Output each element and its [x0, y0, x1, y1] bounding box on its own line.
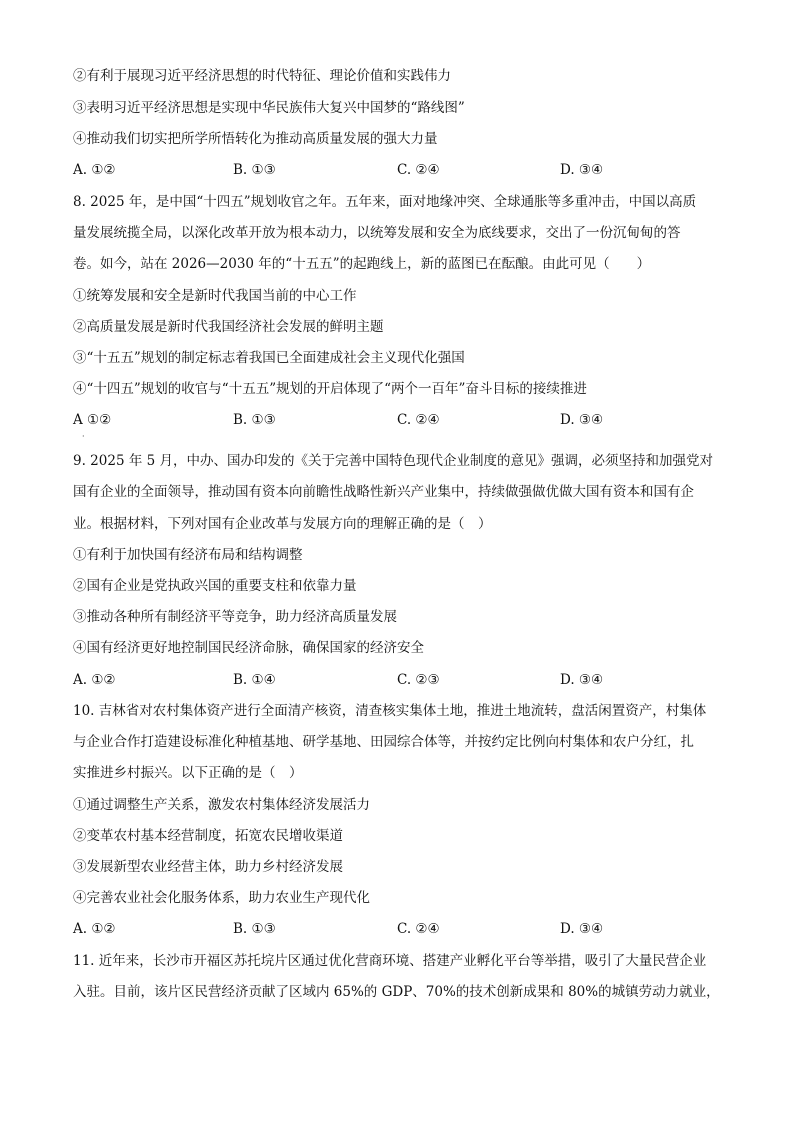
q7-options — [73, 160, 733, 180]
q8-option-c: C. ②④ — [397, 412, 440, 428]
q7-option-d: D. ③④ — [560, 162, 604, 178]
q10-options — [73, 919, 733, 939]
q10-option-d: D. ③④ — [560, 921, 604, 937]
q8-options — [73, 410, 733, 430]
q9-option-a: A. ①② — [73, 672, 116, 688]
q10-option-a: A. ①② — [73, 921, 116, 937]
q9-statement-3: ③推动各种所有制经济平等竞争，助力经济高质量发展 — [73, 609, 397, 625]
q8-statement-2: ②高质量发展是新时代我国经济社会发展的鲜明主题 — [73, 319, 384, 335]
q8-option-d: D. ③④ — [560, 412, 604, 428]
q9-statement-1: ①有利于加快国有经济布局和结构调整 — [73, 547, 303, 563]
q7-statement-4: ④推动我们切实把所学所悟转化为推动高质量发展的强大力量 — [73, 131, 438, 147]
q9-stem-line-3: 业。根据材料，下列对国有企业改革与发展方向的理解正确的是（ ） — [73, 516, 492, 532]
q7-option-c: C. ②④ — [397, 162, 440, 178]
q11-stem-line-1: 11. 近年来，长沙市开福区苏托垸片区通过优化营商环境、搭建产业孵化平台等举措，吸引了大量民营企业 — [73, 953, 707, 969]
q8-statement-3: ③“十五五”规划的制定标志着我国已全面建成社会主义现代化强国 — [73, 350, 465, 366]
q10-statement-1: ①通过调整生产关系，激发农村集体经济发展活力 — [73, 797, 370, 813]
q9-stem-line-2: 国有企业的全面领导，推动国有资本向前瞻性战略性新兴产业集中，持续做强做优做大国有资本和国有企 — [73, 484, 694, 500]
q8-statement-4: ④“十四五”规划的收官与“十五五”规划的开启体现了“两个一百年”奋斗目标的接续推进 — [73, 381, 587, 397]
q7-option-b: B. ①③ — [233, 162, 276, 178]
q9-stem-line-1: 9. 2025 年 5 月，中办、国办印发的《关于完善中国特色现代企业制度的意见》强调，必须坚持和加强党对 — [73, 453, 713, 469]
q7-option-a: A. ①② — [73, 162, 116, 178]
q9-option-c: C. ②③ — [397, 672, 440, 688]
q10-option-b: B. ①③ — [233, 921, 276, 937]
q9-statement-4: ④国有经济更好地控制国民经济命脉，确保国家的经济安全 — [73, 640, 424, 656]
q8-option-b: B. ①③ — [233, 412, 276, 428]
q9-option-d: D. ③④ — [560, 672, 604, 688]
q10-statement-2: ②变革农村基本经营制度，拓宽农民增收渠道 — [73, 828, 343, 844]
q10-statement-3: ③发展新型农业经营主体，助力乡村经济发展 — [73, 859, 343, 875]
q7-statement-3: ③表明习近平经济思想是实现中华民族伟大复兴中国梦的“路线图” — [73, 100, 465, 116]
q7-statement-2: ②有利于展现习近平经济思想的时代特征、理论价值和实践伟力 — [73, 68, 451, 84]
q10-stem-line-3: 实推进乡村振兴。以下正确的是（ ） — [73, 765, 303, 781]
q11-stem-line-2: 入驻。目前，该片区民营经济贡献了区域内 65%的 GDP、70%的技术创新成果和 80%的城镇劳动力就业， — [73, 984, 720, 1000]
q8-stem-line-1: 8. 2025 年，是中国“十四五”规划收官之年。五年来，面对地缘冲突、全球通胀等多重冲击，中国以高质 — [73, 194, 697, 210]
q8-statement-1: ①统筹发展和安全是新时代我国当前的中心工作 — [73, 288, 357, 304]
q10-option-c: C. ②④ — [397, 921, 440, 937]
q9-options — [73, 670, 733, 690]
q9-option-b: B. ①④ — [233, 672, 276, 688]
stray-mark: · — [82, 432, 85, 441]
q8-stem-line-2: 量发展统揽全局，以深化改革开放为根本动力，以统筹发展和安全为底线要求，交出了一份沉甸甸的答 — [73, 225, 681, 241]
q8-option-a: A ①② — [73, 412, 112, 428]
q10-statement-4: ④完善农业社会化服务体系，助力农业生产现代化 — [73, 890, 370, 906]
q10-stem-line-1: 10. 吉林省对农村集体资产进行全面清产核资，清查核实集体土地，推进土地流转，盘活闲置资产，村集体 — [73, 703, 707, 719]
q10-stem-line-2: 与企业合作打造建设标准化种植基地、研学基地、田园综合体等，并按约定比例向村集体和农户分红，扎 — [73, 734, 694, 750]
q9-statement-2: ②国有企业是党执政兴国的重要支柱和依靠力量 — [73, 578, 357, 594]
q8-stem-line-3: 卷。如今，站在 2026—2030 年的“十五五”的起跑线上，新的蓝图已在酝酿。由此可见（ ） — [73, 256, 651, 272]
